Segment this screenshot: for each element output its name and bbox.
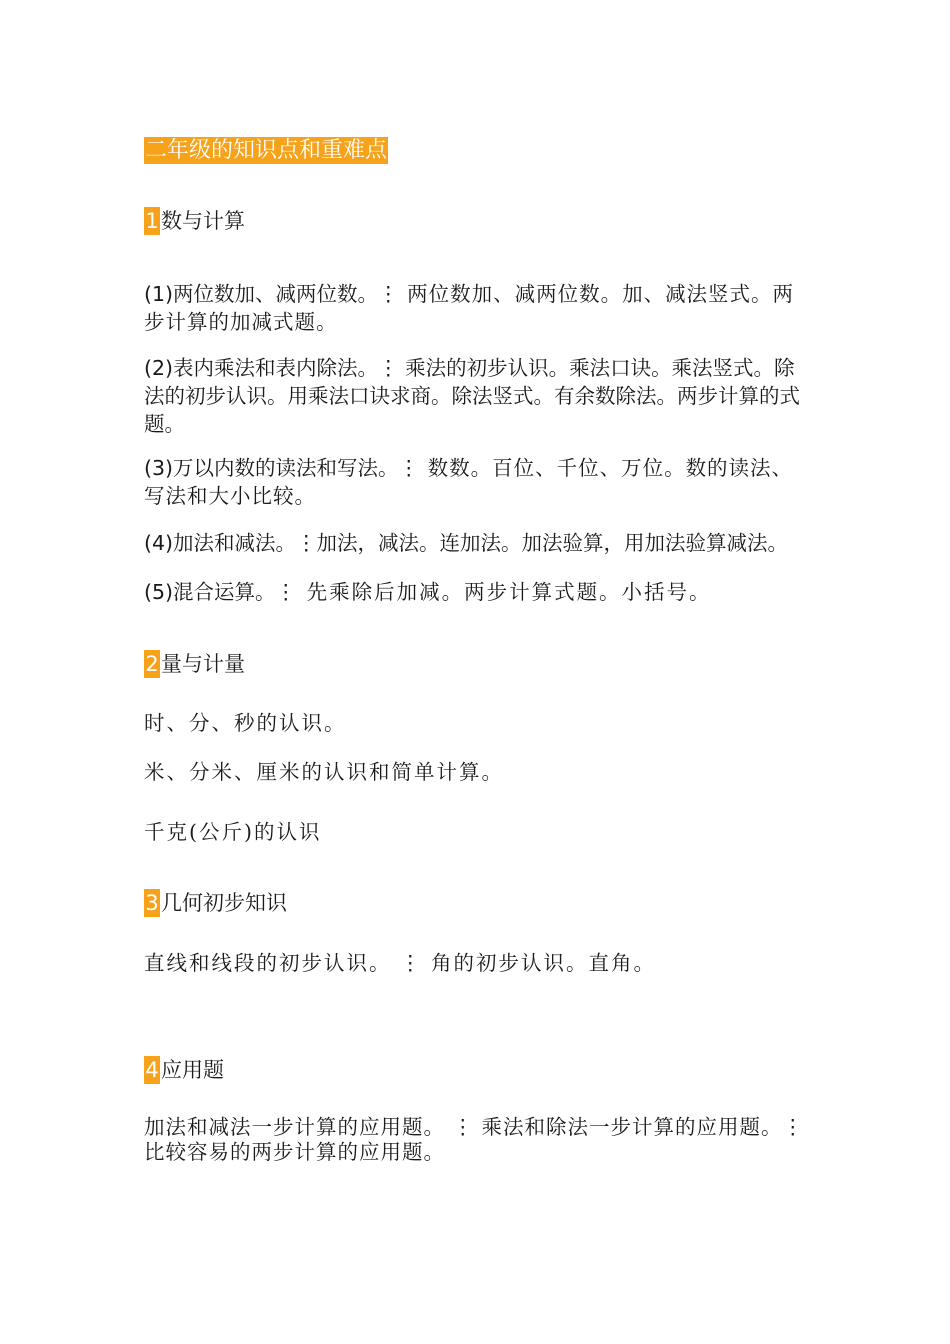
section-heading-3 xyxy=(144,889,287,917)
item-label: (5)混合运算。 xyxy=(144,580,276,604)
section-heading-4 xyxy=(144,1056,224,1084)
section-number-badge: 1 xyxy=(145,209,159,233)
text-line: 千克(公斤)的认识 xyxy=(144,820,322,844)
section-heading-1 xyxy=(144,207,245,235)
text-line: 米、分米、厘米的认识和简单计算。 xyxy=(144,760,504,784)
text-line: 加法和减法一步计算的应用题。 ⋮ 乘法和除法一步计算的应用题。⋮比较容易的两步计算的应用题。 xyxy=(144,1115,805,1164)
section-heading-text: 数与计算 xyxy=(161,209,245,233)
text-line: 直线和线段的初步认识。 ⋮ 角的初步认识。直角。 xyxy=(144,951,657,975)
list-item xyxy=(144,529,812,557)
item-text: ⋮ 数数。百位、千位、万位。数的读法、写法和大小比较。 xyxy=(144,456,794,508)
item-label: (2)表内乘法和表内除法。 xyxy=(144,356,379,380)
item-text: ⋮ 两位数加、减两位数。加、减法竖式。两步计算的加减式题。 xyxy=(144,282,795,334)
item-label: (1)两位数加、减两位数。 xyxy=(144,282,379,306)
text-line: 时、分、秒的认识。 xyxy=(144,711,347,735)
section-number-badge: 2 xyxy=(145,652,159,676)
section-heading-text: 量与计量 xyxy=(161,652,245,676)
section-number-badge: 3 xyxy=(145,891,159,915)
list-item xyxy=(144,454,812,510)
list-item xyxy=(144,578,812,606)
item-label: (3)万以内数的读法和写法。 xyxy=(144,456,399,480)
item-label: (4)加法和减法。 xyxy=(144,531,297,555)
item-text: ⋮加法，减法。连加法。加法验算，用加法验算减法。 xyxy=(296,531,789,555)
list-item xyxy=(144,354,812,438)
list-item xyxy=(144,280,812,336)
section-heading-text: 应用题 xyxy=(161,1058,224,1082)
section-heading-2 xyxy=(144,650,245,678)
section-heading-text: 几何初步知识 xyxy=(161,891,287,915)
item-text: ⋮ 乘法的初步认识。乘法口诀。乘法竖式。除法的初步认识。用乘法口诀求商。除法竖式。有余数除法。两步计算的式题。 xyxy=(144,356,800,436)
item-text: ⋮ 先乘除后加减。两步计算式题。小括号。 xyxy=(275,580,712,604)
page-title: 二年级的知识点和重难点 xyxy=(145,138,388,163)
section-number-badge: 4 xyxy=(145,1058,159,1082)
